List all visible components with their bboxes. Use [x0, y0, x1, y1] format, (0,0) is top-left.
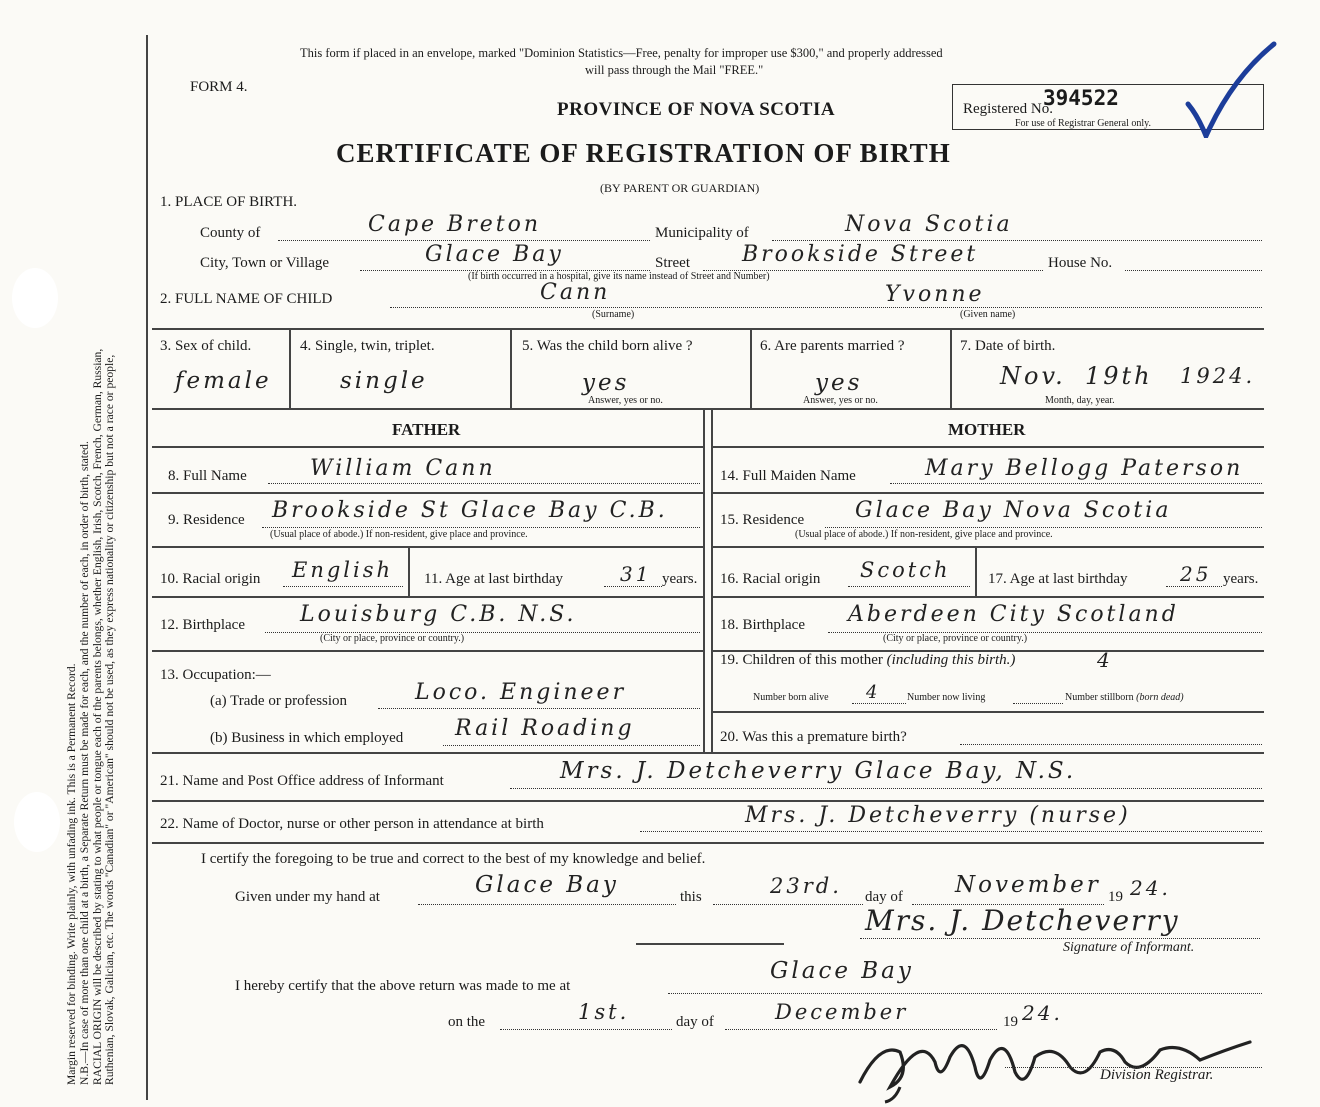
given-place-line	[418, 904, 676, 905]
informant-signature-line	[860, 938, 1260, 939]
document-subtitle: (BY PARENT OR GUARDIAN)	[600, 181, 760, 195]
trade-value: Loco. Engineer	[415, 680, 627, 705]
mother-age-label: 17. Age at last birthday	[988, 571, 1128, 587]
cert-year-suffix: 24.	[1130, 876, 1171, 900]
cert-day-line	[713, 904, 863, 905]
registered-label: Registered No.	[963, 101, 1053, 117]
children-label	[720, 652, 1015, 669]
mother-age-line	[1166, 586, 1222, 587]
dob-caption: Month, day, year.	[1045, 395, 1115, 406]
registrar-on-label: on the	[448, 1014, 486, 1030]
municipality-value: Nova Scotia	[845, 212, 1013, 237]
born-alive-line	[852, 703, 906, 704]
registrar-year-prefix: 19	[1003, 1014, 1018, 1030]
mother-age: 25	[1180, 562, 1212, 586]
rule	[711, 711, 1264, 713]
rule	[703, 408, 705, 752]
mail-notice-2: will pass through the Mail "FREE."	[585, 63, 764, 77]
premature-line	[960, 744, 1262, 745]
mother-years: years.	[1223, 571, 1259, 587]
cert-day: 23rd.	[770, 874, 842, 898]
plurality-value: single	[340, 368, 428, 394]
registrar-day-line	[500, 1029, 672, 1030]
child-given-name: Yvonne	[885, 282, 985, 307]
mother-residence-caption: (Usual place of abode.) If non-resident, give place and province.	[795, 529, 1053, 540]
signature-rule	[636, 943, 784, 945]
stillborn-label	[1065, 692, 1184, 703]
sex-label: 3. Sex of child.	[160, 338, 252, 354]
born-alive-label: Number born alive	[753, 692, 829, 703]
informant-signature: Mrs. J. Detcheverry	[865, 904, 1180, 937]
rule	[152, 492, 703, 494]
mother-residence-line	[825, 527, 1262, 528]
father-racial-line	[283, 586, 403, 587]
rule	[711, 408, 713, 752]
street-value: Brookside Street	[742, 242, 979, 267]
mother-name: Mary Bellogg Paterson	[925, 456, 1244, 481]
stillborn-label-text: Number stillborn	[1065, 692, 1134, 703]
place-heading: 1. PLACE OF BIRTH.	[160, 194, 298, 210]
mother-residence-label: 15. Residence	[720, 512, 805, 528]
form-number: FORM 4.	[190, 79, 248, 95]
father-residence-label: 9. Residence	[168, 512, 245, 528]
hospital-note: (If birth occurred in a hospital, give its name instead of Street and Number)	[468, 271, 770, 282]
punch-hole-lower	[14, 792, 60, 852]
business-value: Rail Roading	[455, 716, 635, 741]
registrar-day-of-label: day of	[676, 1014, 714, 1030]
father-racial-label: 10. Racial origin	[160, 571, 261, 587]
informant-label: 21. Name and Post Office address of Informant	[160, 773, 444, 789]
signature-caption: Signature of Informant.	[1063, 940, 1195, 955]
registrar-signature	[840, 1022, 1260, 1104]
margin-line: RACIAL ORIGIN will be described by stating to what people or tongue each of the parents belongs, whether English, Irish, Scotch, French, German, Russian,	[90, 348, 104, 1085]
father-name: William Cann	[310, 456, 496, 481]
rule	[289, 328, 291, 408]
alive-label: 5. Was the child born alive ?	[522, 338, 693, 354]
dob-label: 7. Date of birth.	[960, 338, 1056, 354]
plurality-label: 4. Single, twin, triplet.	[300, 338, 435, 354]
margin-line: N.B.—In case of more than one child at a birth, a Separate Return must be made for each, and the number of each, in order of birth, stated.	[77, 441, 91, 1085]
business-line	[443, 745, 700, 746]
mother-birthplace-caption: (City or place, province or country.)	[883, 633, 1028, 644]
rule	[152, 328, 1264, 330]
father-birthplace-label: 12. Birthplace	[160, 617, 245, 633]
check-mark-icon	[1180, 38, 1280, 138]
children-label-text: 19. Children of this mother	[720, 652, 883, 668]
surname-caption: (Surname)	[592, 309, 635, 320]
rule	[950, 328, 952, 408]
province-title: PROVINCE OF NOVA SCOTIA	[557, 99, 836, 120]
rule	[152, 546, 703, 548]
alive-value: yes	[582, 370, 630, 396]
given-name-caption: (Given name)	[960, 309, 1016, 320]
father-residence-line	[262, 527, 700, 528]
father-name-line	[268, 483, 700, 484]
child-surname: Cann	[540, 280, 611, 305]
father-age-label: 11. Age at last birthday	[424, 571, 563, 587]
married-value: yes	[815, 370, 863, 396]
living-line	[1013, 703, 1063, 704]
father-age-line	[604, 586, 662, 587]
house-line	[1125, 270, 1262, 271]
child-name-label: 2. FULL NAME OF CHILD	[160, 291, 333, 307]
dob-day: 19th	[1085, 362, 1153, 390]
mother-racial-label: 16. Racial origin	[720, 571, 821, 587]
margin-line: Ruthenian, Slovak, Galician, etc. The words "Canadian" or "American" should not be used, as they express nationality or citizenship but not a race or people,	[103, 354, 117, 1085]
father-name-label: 8. Full Name	[168, 468, 247, 484]
county-line	[278, 240, 650, 241]
rule	[750, 328, 752, 408]
trade-line	[378, 708, 700, 709]
alive-caption: Answer, yes or no.	[588, 395, 663, 406]
rule	[152, 650, 703, 652]
rule	[152, 446, 703, 448]
given-under-label: Given under my hand at	[235, 889, 380, 905]
father-heading: FATHER	[392, 420, 461, 439]
children-value: 4	[1097, 648, 1113, 672]
rule	[152, 752, 1264, 754]
county-value: Cape Breton	[368, 212, 542, 237]
mother-birthplace: Aberdeen City Scotland	[848, 602, 1179, 627]
rule	[152, 408, 1264, 410]
rule	[711, 492, 1264, 494]
registrar-day: 1st.	[578, 1000, 630, 1024]
registrar-place-line	[668, 993, 1262, 994]
cert-month: November	[955, 872, 1101, 898]
dob-year: 1924.	[1180, 364, 1256, 388]
married-caption: Answer, yes or no.	[803, 395, 878, 406]
children-label-note: (including this birth.)	[886, 652, 1016, 668]
mother-heading: MOTHER	[948, 420, 1026, 439]
margin-instructions	[66, 25, 216, 1085]
born-alive-value: 4	[866, 682, 881, 703]
trade-label: (a) Trade or profession	[210, 693, 348, 709]
father-residence-caption: (Usual place of abode.) If non-resident, give place and province.	[270, 529, 528, 540]
registrar-year-suffix: 24.	[1022, 1001, 1063, 1025]
rule	[711, 446, 1264, 448]
mother-name-label: 14. Full Maiden Name	[720, 468, 856, 484]
father-birthplace-caption: (City or place, province or country.)	[320, 633, 465, 644]
doctor-line	[640, 831, 1262, 832]
doctor-value: Mrs. J. Detcheverry (nurse)	[745, 803, 1131, 828]
municipality-label: Municipality of	[655, 225, 749, 241]
mother-racial: Scotch	[860, 558, 951, 582]
occupation-label: 13. Occupation:—	[160, 667, 271, 683]
punch-hole-upper	[12, 268, 58, 328]
father-birthplace: Louisburg C.B. N.S.	[300, 602, 577, 627]
doctor-label: 22. Name of Doctor, nurse or other person in attendance at birth	[160, 816, 544, 832]
father-age: 31	[620, 562, 652, 586]
city-value: Glace Bay	[425, 242, 564, 267]
father-years: years.	[662, 571, 698, 587]
rule	[975, 546, 977, 596]
stillborn-label-note: (born dead)	[1136, 692, 1184, 703]
rule	[510, 328, 512, 408]
county-label: County of	[200, 225, 261, 241]
mail-notice-1: This form if placed in an envelope, marked "Dominion Statistics—Free, penalty for improper use $300," and properly addressed	[300, 46, 943, 60]
certify-statement: I certify the foregoing to be true and correct to the best of my knowledge and belief.	[201, 851, 706, 867]
cert-day-of-label: day of	[865, 889, 903, 905]
mother-racial-line	[848, 586, 970, 587]
rule	[711, 546, 1264, 548]
registrar-month: December	[775, 1000, 909, 1024]
mother-birthplace-label: 18. Birthplace	[720, 617, 805, 633]
informant-line	[510, 788, 1262, 789]
given-place: Glace Bay	[475, 872, 619, 898]
married-label: 6. Are parents married ?	[760, 338, 905, 354]
street-label: Street	[655, 255, 690, 271]
father-racial: English	[292, 558, 394, 582]
municipality-line	[772, 240, 1262, 241]
child-name-line	[390, 307, 1262, 308]
rule	[152, 800, 1264, 802]
this-label: this	[680, 889, 702, 905]
rule	[711, 596, 1264, 598]
registrar-statement: I hereby certify that the above return was made to me at	[235, 978, 571, 994]
house-label: House No.	[1048, 255, 1113, 271]
mother-name-line	[890, 483, 1262, 484]
document-title: CERTIFICATE OF REGISTRATION OF BIRTH	[336, 138, 951, 168]
dob-month: Nov.	[1000, 362, 1066, 390]
mother-residence: Glace Bay Nova Scotia	[855, 498, 1172, 523]
business-label: (b) Business in which employed	[210, 730, 404, 746]
premature-label: 20. Was this a premature birth?	[720, 729, 907, 745]
rule	[152, 842, 1264, 844]
margin-line: Margin reserved for binding. Write plainly, with unfading ink. This is a Permanent Record.	[65, 663, 78, 1085]
informant-value: Mrs. J. Detcheverry Glace Bay, N.S.	[560, 758, 1077, 784]
registered-number: 394522	[1043, 86, 1119, 110]
rule	[152, 596, 703, 598]
sex-value: female	[175, 368, 272, 394]
father-residence: Brookside St Glace Bay C.B.	[272, 498, 668, 523]
cert-year-prefix: 19	[1108, 889, 1123, 905]
rule	[408, 546, 410, 596]
registrar-place: Glace Bay	[770, 958, 914, 984]
division-registrar-caption: Division Registrar.	[1100, 1067, 1214, 1083]
registrar-note: For use of Registrar General only.	[1015, 118, 1151, 129]
living-label: Number now living	[907, 692, 986, 703]
city-label: City, Town or Village	[200, 255, 330, 271]
